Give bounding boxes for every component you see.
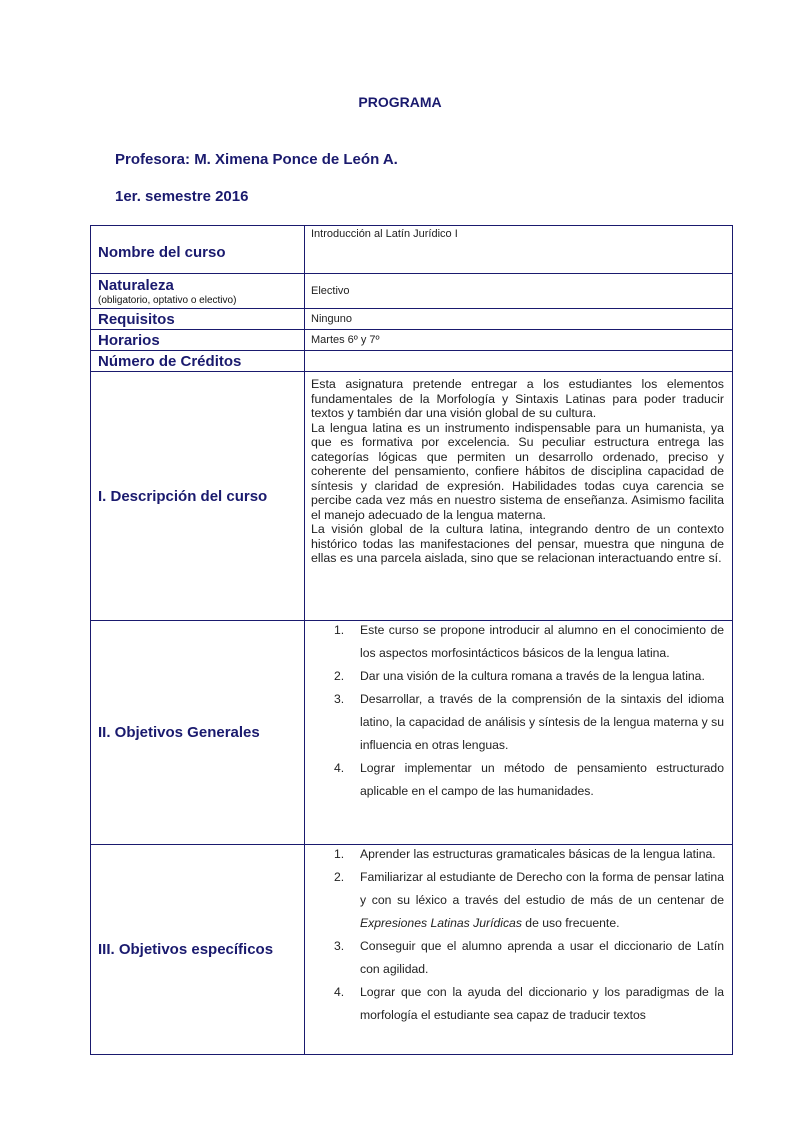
label-naturaleza-text: Naturaleza — [98, 276, 174, 294]
list-item-text: Dar una visión de la cultura romana a través de la lengua latina. — [360, 669, 705, 683]
label-objetivos-generales — [91, 621, 305, 845]
list-item — [311, 688, 724, 757]
row-requisitos — [91, 309, 733, 330]
list-item-text: Lograr implementar un método de pensamiento estructurado aplicable en el campo de las humanidades. — [360, 761, 724, 798]
document-title: PROGRAMA — [358, 94, 442, 110]
list-item-text: Desarrollar, a través de la comprensión de la sintaxis del idioma latino, la capacidad de análisis y síntesis de la lengua materna y su influencia en otras lenguas. — [360, 692, 724, 752]
descripcion-paragraph: La lengua latina es un instrumento indispensable para un humanista, ya que es formativa por excelencia. Su peculiar estructura entrega las categorías lógicas que permiten un desarrollo ordenado, preciso y coherente del pensamiento, confiere hábitos de disciplina capacidad de síntesis y claridad de expresión. Habilidades todas cuya carencia se percibe cada vez más en nuestro sistema de enseñanza. Asimismo facilita el manejo adecuado de la lengua materna. — [311, 420, 724, 522]
label-objetivos-especificos-text: III. Objetivos específicos — [98, 941, 274, 958]
row-horarios — [91, 330, 733, 351]
label-creditos — [91, 351, 305, 372]
label-requisitos — [91, 309, 305, 330]
list-item — [311, 866, 724, 935]
value-creditos — [305, 351, 733, 372]
row-objetivos-especificos — [91, 845, 733, 1055]
descripcion-paragraph: La visión global de la cultura latina, integrando dentro de un contexto histórico todas las manifestaciones del pensar, muestra que ninguna de ellas es una parcela aislada, sino que se relacionan interactuando entre sí. — [311, 522, 724, 565]
list-item-text: Aprender las estructuras gramaticales básicas de la lengua latina. — [360, 847, 716, 861]
list-item-text: Conseguir que el alumno aprenda a usar el diccionario de Latín con agilidad. — [360, 939, 724, 976]
objetivos-especificos-list — [311, 843, 724, 1027]
list-item-text: Familiarizar al estudiante de Derecho con la forma de pensar latina y con su léxico a través del estudio de más de un centenar de — [360, 870, 724, 907]
list-item-number: 2. — [334, 870, 345, 884]
value-objetivos-generales — [305, 621, 733, 845]
value-naturaleza-text: Electivo — [311, 285, 350, 297]
list-item — [311, 619, 724, 665]
label-descripcion-text: I. Descripción del curso — [98, 487, 268, 505]
row-nombre — [91, 226, 733, 274]
label-objetivos-generales-text: II. Objetivos Generales — [98, 724, 260, 741]
label-requisitos-text: Requisitos — [98, 310, 175, 328]
row-naturaleza — [91, 274, 733, 309]
label-horarios — [91, 330, 305, 351]
list-item-text: Lograr que con la ayuda del diccionario y los paradigmas de la morfología el estudiante sea capaz de traducir textos — [360, 985, 724, 1022]
course-table — [90, 225, 733, 1055]
label-creditos-text: Número de Créditos — [98, 352, 242, 370]
row-descripcion — [91, 372, 733, 621]
list-item-number: 1. — [334, 623, 345, 637]
list-item — [311, 981, 724, 1027]
value-requisitos-text: Ninguno — [311, 313, 352, 325]
label-naturaleza — [91, 274, 305, 309]
value-requisitos — [305, 309, 733, 330]
list-item-number: 3. — [334, 692, 345, 706]
label-objetivos-especificos — [91, 845, 305, 1055]
value-nombre — [305, 226, 733, 274]
list-item-text: de uso frecuente. — [521, 916, 620, 930]
value-horarios-text: Martes 6º y 7º — [311, 334, 380, 346]
list-item — [311, 665, 724, 688]
value-nombre-text: Introducción al Latín Jurídico I — [311, 228, 458, 240]
value-descripcion — [305, 372, 733, 621]
label-nombre-text: Nombre del curso — [98, 244, 226, 261]
objetivos-generales-list — [311, 619, 724, 803]
descripcion-paragraph: Esta asignatura pretende entregar a los estudiantes los elementos fundamentales de la Morfología y Sintaxis Latinas para poder traducir textos y también dar una visión global de su cultura. — [311, 377, 724, 420]
row-objetivos-generales — [91, 621, 733, 845]
label-descripcion — [91, 372, 305, 621]
value-objetivos-especificos — [305, 845, 733, 1055]
row-creditos — [91, 351, 733, 372]
professor-line: Profesora: M. Ximena Ponce de León A. — [115, 151, 398, 168]
list-item — [311, 843, 724, 866]
list-item-number: 4. — [334, 985, 345, 999]
list-item — [311, 935, 724, 981]
list-item-text: Este curso se propone introducir al alumno en el conocimiento de los aspectos morfosintácticos básicos de la lengua latina. — [360, 623, 724, 660]
semester-line: 1er. semestre 2016 — [115, 188, 249, 205]
label-nombre — [91, 226, 305, 274]
list-item-number: 3. — [334, 939, 345, 953]
value-naturaleza — [305, 274, 733, 309]
list-item-number: 4. — [334, 761, 345, 775]
list-item-number: 2. — [334, 669, 345, 683]
list-item — [311, 757, 724, 803]
value-horarios — [305, 330, 733, 351]
label-naturaleza-sub: (obligatorio, optativo o electivo) — [98, 294, 237, 306]
italic-expression: Expresiones Latinas Jurídicas — [360, 916, 522, 930]
list-item-number: 1. — [334, 847, 345, 861]
label-horarios-text: Horarios — [98, 331, 160, 349]
